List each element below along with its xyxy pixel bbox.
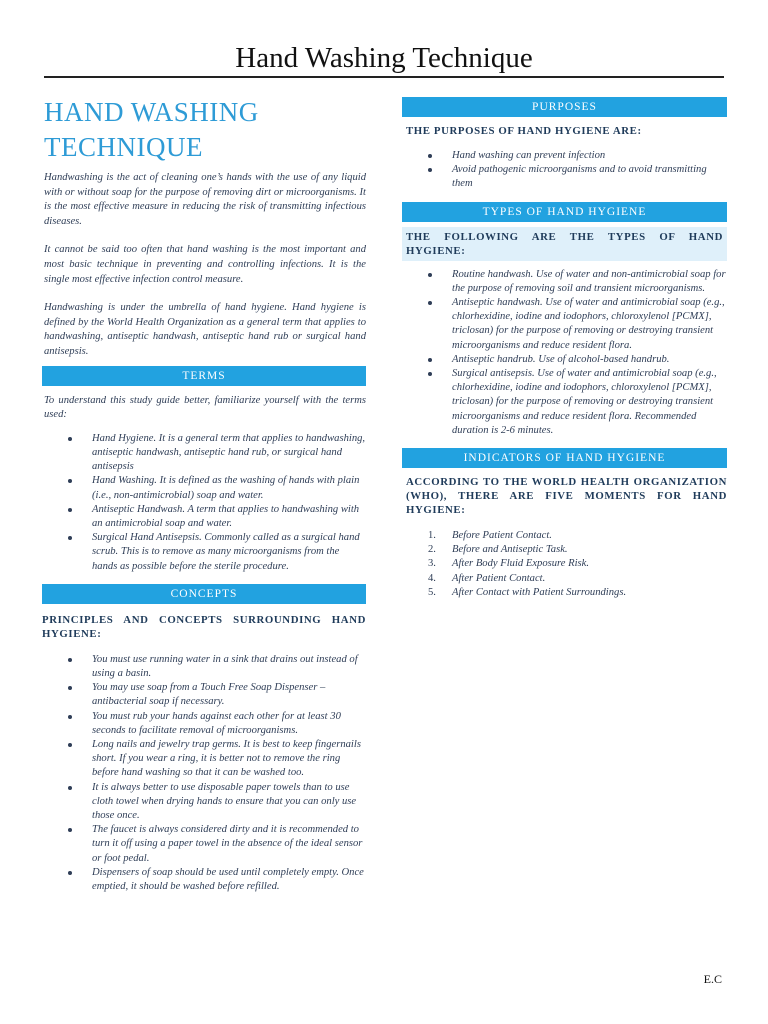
bullet-icon — [68, 437, 72, 441]
concepts-band: CONCEPTS — [42, 584, 366, 604]
list-item — [428, 149, 727, 163]
terms-list — [68, 432, 366, 574]
term-text: Surgical Hand Antisepsis. Commonly called as a surgical hand scrub. This is to remove as many microorganisms from the hands as possible before the sterile procedure. — [92, 532, 360, 572]
terms-band: TERMS — [42, 366, 366, 386]
item-number: 3. — [428, 558, 436, 570]
main-heading-line-1: HAND WASHING — [44, 97, 259, 127]
list-item — [68, 738, 366, 781]
indicators-list — [428, 529, 727, 600]
bullet-icon — [428, 168, 432, 172]
bullet-icon — [68, 658, 72, 662]
concept-text: You may use soap from a Touch Free Soap Dispenser – antibacterial soap if necessary. — [92, 682, 326, 708]
term-text: Antiseptic Handwash. A term that applies to handwashing with an antimicrobial soap and water. — [92, 503, 360, 529]
list-item — [428, 557, 727, 571]
list-item — [428, 572, 727, 586]
page-title: Hand Washing Technique — [235, 42, 533, 74]
types-list — [428, 268, 727, 438]
list-item — [68, 474, 366, 502]
title-divider — [44, 76, 724, 78]
type-text: Antiseptic handrub. Use of alcohol-based handrub. — [452, 353, 670, 365]
list-item — [68, 681, 366, 709]
indicators-heading: ACCORDING TO THE WORLD HEALTH ORGANIZATION (WHO), THERE ARE FIVE MOMENTS FOR HAND HYGIENE: — [406, 476, 727, 517]
purpose-text: Hand washing can prevent infection — [452, 150, 606, 161]
list-item — [428, 367, 727, 438]
intro-paragraph: Handwashing is the act of cleaning one’s hands with the use of any liquid with or without soap for the purpose of removing dirt or microorganisms. It is the most effective measure in reducing the risk of transmitting infectious diseases. — [44, 172, 366, 227]
list-item — [428, 353, 727, 367]
indicators-band: INDICATORS OF HAND HYGIENE — [402, 448, 727, 468]
bullet-icon — [68, 715, 72, 719]
indicator-text: Before Patient Contact. — [452, 530, 552, 542]
main-heading — [44, 95, 366, 165]
type-text: Routine handwash. Use of water and non-antimicrobial soap for the purpose of removing soil and transient microorganisms. — [452, 268, 726, 294]
indicator-text: After Body Fluid Exposure Risk. — [452, 558, 589, 570]
purposes-list — [428, 149, 727, 192]
type-text: Antiseptic handwash. Use of water and antimicrobial soap (e.g., chlorhexidine, iodine and iodophors, chloroxylenol [PCMX], triclosan) for the purpose of removing or destroying transient microorganisms and reduce resident flora. — [452, 297, 725, 351]
term-text: Hand Hygiene. It is a general term that applies to handwashing, antiseptic handwash, antiseptic hand rub, or surgical hand antisepsis — [92, 432, 366, 473]
concept-text: Dispensers of soap should be used until completely empty. Once emptied, it should be washed before refilled. — [92, 866, 364, 892]
list-item — [428, 586, 727, 600]
bullet-icon — [428, 301, 432, 305]
bullet-icon — [68, 686, 72, 690]
list-item — [68, 710, 366, 738]
bullet-icon — [428, 154, 432, 158]
purposes-heading: THE PURPOSES OF HAND HYGIENE ARE: — [406, 125, 642, 137]
concept-text: Long nails and jewelry trap germs. It is best to keep fingernails short. If you wear a ring, it is better not to remove the ring before hand washing so that it can be washed too. — [92, 738, 361, 779]
list-item — [68, 823, 366, 866]
concepts-list — [68, 653, 366, 894]
intro-paragraph: Handwashing is under the umbrella of hand hygiene. Hand hygiene is defined by the World Health Organization as a general term that applies to handwashing, antiseptic handwash, antiseptic hand rub or surgical hand antisepsis. — [44, 302, 366, 357]
indicator-text: After Contact with Patient Surroundings. — [452, 586, 627, 598]
footer-initials: E.C — [703, 972, 722, 986]
type-text: Surgical antisepsis. Use of water and antimicrobial soap (e.g., chlorhexidine, iodine and iodophors, chloroxylenol [PCMX], triclosan) for the purpose of removing or destroying transient microorganisms and reduce resident flora. Recommended duration is 2-6 minutes. — [452, 368, 717, 436]
purposes-band: PURPOSES — [402, 97, 727, 117]
list-item — [428, 529, 727, 543]
list-item — [68, 432, 366, 475]
purpose-text: Avoid pathogenic microorganisms and to avoid transmitting them — [452, 164, 707, 190]
list-item — [428, 163, 727, 191]
term-text: Hand Washing. It is defined as the washing of hands with plain (i.e., non-antimicrobial) soap and water. — [92, 475, 360, 501]
bullet-icon — [68, 871, 72, 875]
list-item — [68, 866, 366, 894]
right-column — [402, 97, 727, 600]
item-number: 1. — [428, 530, 436, 542]
list-item — [68, 503, 366, 531]
left-column — [42, 92, 366, 894]
terms-lead: To understand this study guide better, familiarize yourself with the terms used: — [44, 394, 366, 421]
item-number: 4. — [428, 572, 436, 584]
types-band: TYPES OF HAND HYGIENE — [402, 202, 727, 222]
bullet-icon — [68, 479, 72, 483]
bullet-icon — [68, 508, 72, 512]
list-item — [68, 531, 366, 574]
concepts-heading: PRINCIPLES AND CONCEPTS SURROUNDING HAND HYGIENE: — [42, 613, 366, 640]
bullet-icon — [68, 743, 72, 747]
list-item — [428, 296, 727, 353]
item-number: 2. — [428, 544, 436, 556]
item-number: 5. — [428, 586, 436, 598]
concept-text: It is always better to use disposable paper towels than to use cloth towel when drying hands to ensure that you can only use those once. — [92, 781, 357, 821]
bullet-icon — [428, 273, 432, 277]
bullet-icon — [68, 786, 72, 790]
types-heading: THE FOLLOWING ARE THE TYPES OF HAND HYGIENE: — [402, 227, 727, 261]
list-item — [68, 653, 366, 681]
bullet-icon — [428, 358, 432, 362]
bullet-icon — [428, 372, 432, 376]
intro-paragraph: It cannot be said too often that hand washing is the most important and most basic technique in preventing and controlling infections. It is the single most effective infection control measure. — [44, 244, 366, 285]
list-item — [428, 268, 727, 296]
bullet-icon — [68, 828, 72, 832]
concept-text: The faucet is always considered dirty and it is recommended to turn it off using a paper towel in the absence of the ideal sensor or foot pedal. — [92, 824, 363, 864]
bullet-icon — [68, 536, 72, 540]
list-item — [428, 543, 727, 557]
concept-text: You must use running water in a sink that drains out instead of using a basin. — [92, 653, 358, 679]
concept-text: You must rub your hands against each other for at least 30 seconds to facilitate removal of microorganisms. — [92, 710, 341, 736]
indicator-text: After Patient Contact. — [452, 572, 546, 584]
indicator-text: Before and Antiseptic Task. — [452, 544, 568, 556]
list-item — [68, 781, 366, 824]
main-heading-line-2: TECHNIQUE — [44, 132, 203, 162]
